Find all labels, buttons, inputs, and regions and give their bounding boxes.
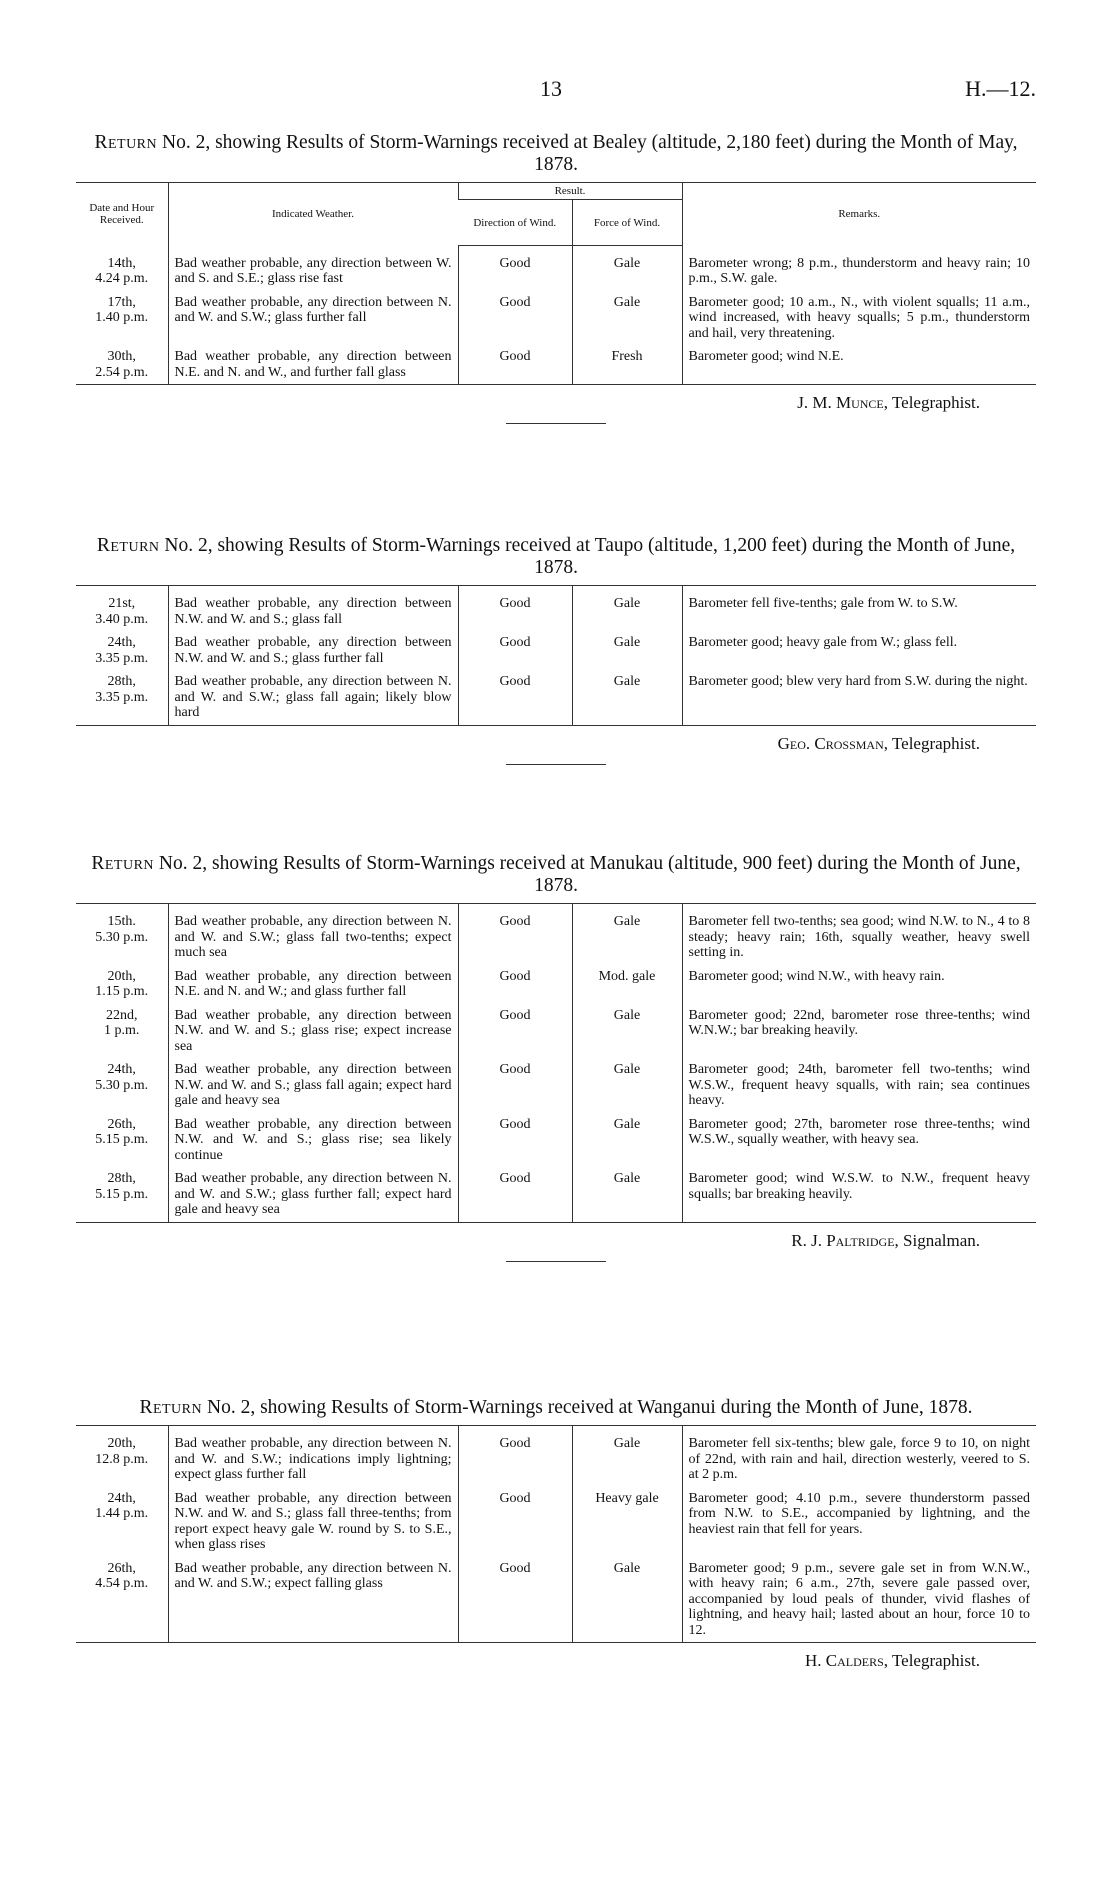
remarks-cell: Barometer good; 22nd, barometer rose three-tenths; wind W.N.W.; bar breaking heavily. [682,1004,1036,1059]
weather-cell: Bad weather probable, any direction between N.E. and N. and W., and further fall glass [168,345,458,385]
direction-cell: Good [458,1557,572,1643]
table-row [76,291,1036,346]
force-cell: Gale [572,631,682,670]
weather-cell: Bad weather probable, any direction between W. and S. and S.E.; glass rise fast [168,246,458,291]
remarks-cell: Barometer good; 9 p.m., severe gale set in from W.N.W., with heavy rain; 6 a.m., 27th, severe gale passed over, accompanied by loud peals of thunder, vivid flashes of lightning, and heavy hail; lasted about an hour, force 10 to 12. [682,1557,1036,1643]
column-header-result: Result. [458,183,682,200]
direction-cell: Good [458,586,572,632]
return-taupo [76,535,1036,765]
remarks-cell: Barometer good; 24th, barometer fell two-tenths; wind W.S.W., frequent heavy squalls, with rain; sea continues heavy. [682,1058,1036,1113]
force-cell: Gale [572,1113,682,1168]
signature: H. Calders, Telegraphist. [804,1651,980,1670]
table-row [76,965,1036,1004]
weather-cell: Bad weather probable, any direction between N.W. and W. and S.; glass further fall [168,631,458,670]
date-cell: 20th, 12.8 p.m. [95,1436,149,1467]
weather-cell: Bad weather probable, any direction between N.W. and W. and S.; glass fall again; expect hard gale and heavy sea [168,1058,458,1113]
table-row [76,246,1036,291]
direction-cell: Good [458,904,572,965]
signature: Geo. Crossman, Telegraphist. [777,733,980,753]
direction-cell: Good [458,291,572,346]
remarks-cell: Barometer good; 10 a.m., N., with violent squalls; 11 a.m., wind increased, with heavy squalls; 5 p.m., thunderstorm and hail, very threatening. [682,291,1036,346]
remarks-cell: Barometer good; blew very hard from S.W. during the night. [682,670,1036,725]
table-row [76,1004,1036,1059]
column-header-direction: Direction of Wind. [458,200,572,246]
weather-cell: Bad weather probable, any direction between N. and W. and S.W.; indications imply lightning; expect glass further fall [168,1426,458,1487]
section-title: Return No. 2, showing Results of Storm-Warnings received at Taupo (altitude, 1,200 feet) during the Month of June, 1878. [96,535,1016,578]
date-cell: 17th, 1.40 p.m. [95,294,149,325]
page-reference: H.—12. [965,76,1036,101]
return-bealey [76,132,1036,424]
column-header-force: Force of Wind. [572,200,682,246]
results-table [76,1425,1036,1643]
section-title: Return No. 2, showing Results of Storm-Warnings received at Wanganui during the Month of June, 1878. [139,1397,973,1418]
return-manukau [76,853,1036,1262]
remarks-cell: Barometer good; heavy gale from W.; glass fell. [682,631,1036,670]
section-divider [506,764,606,765]
remarks-cell: Barometer good; wind N.W., with heavy rain. [682,965,1036,1004]
weather-cell: Bad weather probable, any direction between N. and W. and S.W.; glass further fall [168,291,458,346]
table-row [76,904,1036,965]
remarks-cell: Barometer fell two-tenths; sea good; wind N.W. to N., 4 to 8 steady; heavy rain; 16th, squally weather, heavy swell setting in. [682,904,1036,965]
date-cell: 26th, 4.54 p.m. [95,1560,149,1591]
weather-cell: Bad weather probable, any direction between N. and W. and S.W.; expect falling glass [168,1557,458,1643]
date-cell: 24th, 5.30 p.m. [95,1062,149,1093]
direction-cell: Good [458,670,572,725]
direction-cell: Good [458,1487,572,1557]
date-cell: 24th, 1.44 p.m. [95,1490,149,1521]
weather-cell: Bad weather probable, any direction between N. and W. and S.W.; glass fall again; likely blow hard [168,670,458,725]
date-cell: 14th, 4.24 p.m. [95,255,149,286]
direction-cell: Good [458,1113,572,1168]
weather-cell: Bad weather probable, any direction between N.W. and W. and S.; glass rise; sea likely continue [168,1113,458,1168]
return-wanganui [76,1397,1036,1671]
table-row [76,586,1036,632]
weather-cell: Bad weather probable, any direction between N.W. and W. and S.; glass fall [168,586,458,632]
force-cell: Gale [572,1058,682,1113]
table-row [76,1557,1036,1643]
remarks-cell: Barometer good; wind W.S.W. to N.W., frequent heavy squalls; bar breaking heavily. [682,1167,1036,1222]
date-cell: 21st, 3.40 p.m. [95,596,149,627]
page-number: 13 [540,76,562,101]
direction-cell: Good [458,246,572,291]
remarks-cell: Barometer good; 27th, barometer rose three-tenths; wind W.S.W., squally weather, with heavy sea. [682,1113,1036,1168]
force-cell: Gale [572,1004,682,1059]
section-title: Return No. 2, showing Results of Storm-Warnings received at Manukau (altitude, 900 feet) during the Month of June, 1878. [91,853,1021,896]
direction-cell: Good [458,1167,572,1222]
weather-cell: Bad weather probable, any direction between N.E. and N. and W.; and glass further fall [168,965,458,1004]
section-divider [506,423,606,424]
section-divider [506,1261,606,1262]
force-cell: Gale [572,586,682,632]
date-cell: 24th, 3.35 p.m. [95,635,149,666]
table-row [76,631,1036,670]
page-header [0,76,1114,106]
force-cell: Gale [572,1557,682,1643]
force-cell: Gale [572,291,682,346]
weather-cell: Bad weather probable, any direction between N. and W. and S.W.; glass further fall; expect hard gale and heavy sea [168,1167,458,1222]
direction-cell: Good [458,345,572,385]
force-cell: Gale [572,670,682,725]
weather-cell: Bad weather probable, any direction between N. and W. and S.W.; glass fall two-tenths; expect much sea [168,904,458,965]
remarks-cell: Barometer fell five-tenths; gale from W. to S.W. [682,586,1036,632]
signature: J. M. Munce, Telegraphist. [797,393,980,412]
section-title: Return No. 2, showing Results of Storm-Warnings received at Bealey (altitude, 2,180 feet) during the Month of May, 1878. [94,132,1018,175]
force-cell: Fresh [572,345,682,385]
table-row [76,345,1036,385]
weather-cell: Bad weather probable, any direction between N.W. and W. and S.; glass rise; expect increase sea [168,1004,458,1059]
remarks-cell: Barometer good; 4.10 p.m., severe thunderstorm passed from N.W. to S.E., accompanied by lightning, and the heaviest rain that fell for years. [682,1487,1036,1557]
direction-cell: Good [458,1004,572,1059]
force-cell: Heavy gale [572,1487,682,1557]
date-cell: 30th, 2.54 p.m. [95,349,149,380]
column-header-date: Date and Hour Received. [76,183,168,246]
table-row [76,1426,1036,1487]
direction-cell: Good [458,1058,572,1113]
results-table [76,182,1036,385]
remarks-cell: Barometer fell six-tenths; blew gale, force 9 to 10, on night of 22nd, with rain and hail, direction westerly, veered to S. at 2 p.m. [682,1426,1036,1487]
weather-cell: Bad weather probable, any direction between N.W. and W. and S.; glass fall three-tenths; from report expect heavy gale W. round by S. to S.E., when glass rises [168,1487,458,1557]
force-cell: Gale [572,1426,682,1487]
force-cell: Gale [572,904,682,965]
date-cell: 28th, 5.15 p.m. [95,1171,149,1202]
remarks-cell: Barometer good; wind N.E. [682,345,1036,385]
results-table [76,903,1036,1223]
date-cell: 26th, 5.15 p.m. [95,1116,149,1147]
direction-cell: Good [458,631,572,670]
table-row [76,1113,1036,1168]
direction-cell: Good [458,965,572,1004]
remarks-cell: Barometer wrong; 8 p.m., thunderstorm and heavy rain; 10 p.m., S.W. gale. [682,246,1036,291]
table-row [76,1058,1036,1113]
signature: R. J. Paltridge, Signalman. [791,1230,980,1250]
column-header-weather: Indicated Weather. [168,183,458,246]
column-header-remarks: Remarks. [682,183,1036,246]
force-cell: Mod. gale [572,965,682,1004]
date-cell: 22nd, 1 p.m. [104,1007,140,1038]
date-cell: 28th, 3.35 p.m. [95,674,149,705]
table-row [76,1167,1036,1222]
force-cell: Gale [572,1167,682,1222]
date-cell: 20th, 1.15 p.m. [95,968,149,999]
date-cell: 15th. 5.30 p.m. [95,914,149,945]
table-row [76,670,1036,725]
table-row [76,1487,1036,1557]
force-cell: Gale [572,246,682,291]
direction-cell: Good [458,1426,572,1487]
results-table [76,585,1036,726]
